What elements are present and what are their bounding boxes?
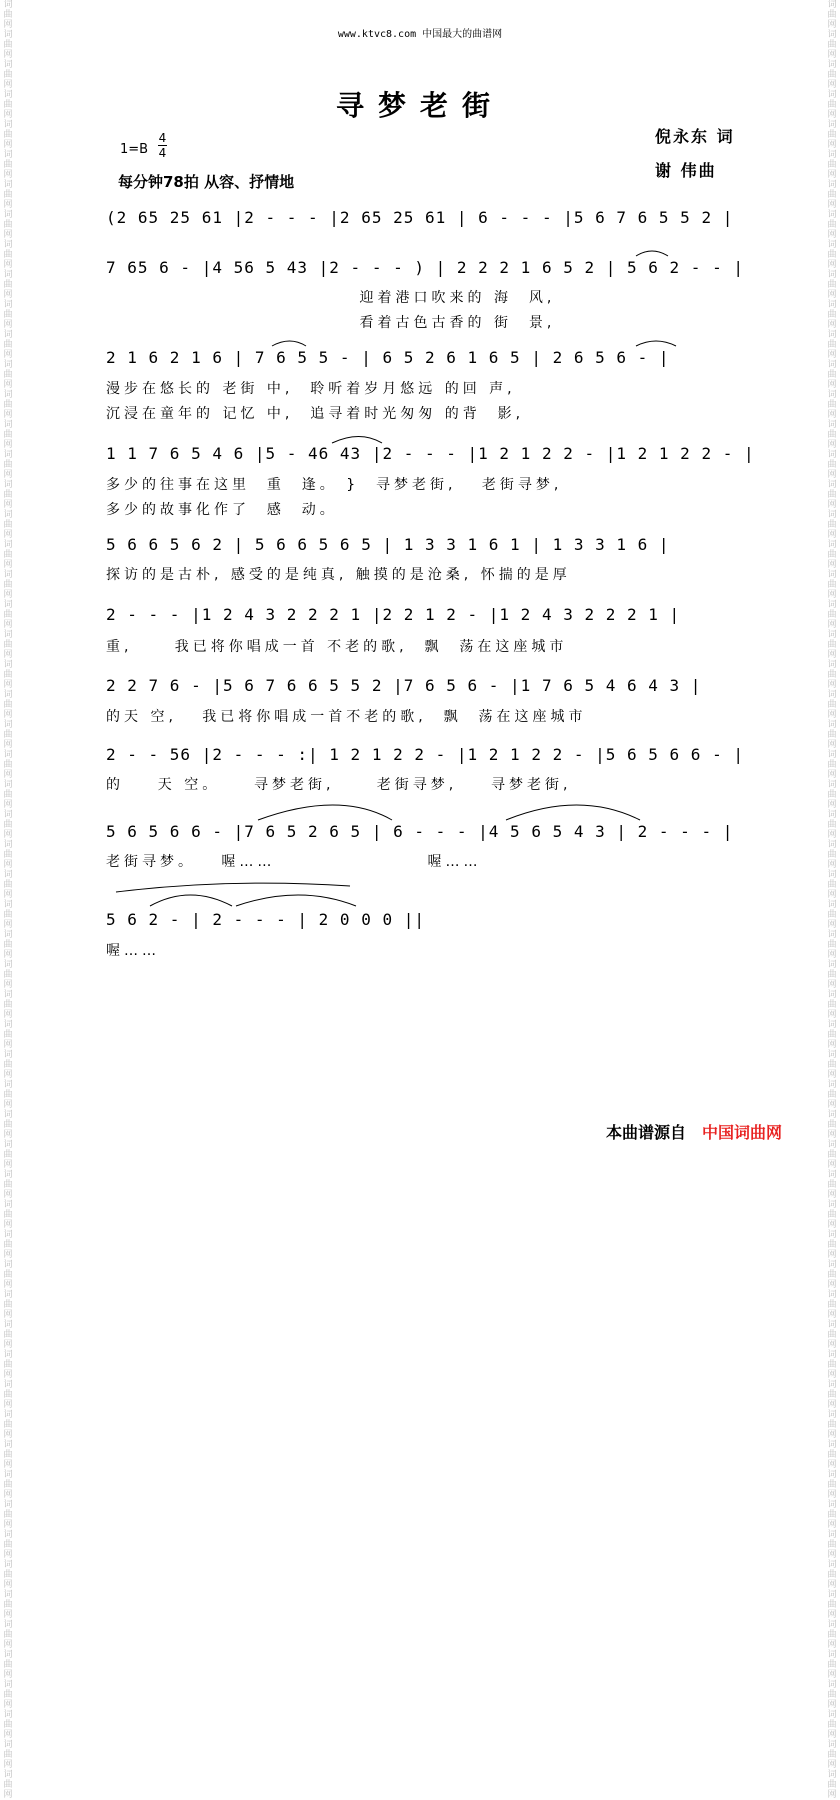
lyricist-credit: 倪永东 词 bbox=[655, 127, 735, 146]
notation-line-8: 2 - - 56 |2 - - - :| 1 2 1 2 2 - |1 2 1 2 2 - |5 6 5 6 6 - | bbox=[106, 745, 744, 764]
notation-line-4: 1 1 7 6 5 4 6 |5 - 46 43 |2 - - - |1 2 1 2 2 - |1 2 1 2 2 - | bbox=[106, 444, 755, 463]
notation-line-7: 2 2 7 6 - |5 6 7 6 6 5 5 2 |7 6 5 6 - |1 7 6 5 4 6 4 3 | bbox=[106, 676, 702, 695]
time-signature-top: 4 bbox=[158, 131, 167, 145]
notation-line-9: 5 6 5 6 6 - |7 6 5 2 6 5 | 6 - - - |4 5 6 5 4 3 | 2 - - - | bbox=[106, 822, 734, 841]
time-signature-bottom: 4 bbox=[158, 146, 167, 160]
song-title: 寻梦老街 bbox=[335, 89, 504, 122]
lyric-line-3a: 漫步在悠长的 老街 中, 聆听着岁月悠远 的回 声, bbox=[106, 381, 516, 397]
lyric-line-2b: 看着古色古香的 街 景, bbox=[106, 315, 556, 331]
lyric-line-4b: 多少的故事化作了 感 动。 bbox=[106, 502, 338, 518]
key-signature: 1=B bbox=[120, 142, 149, 157]
lyric-line-3b: 沉浸在童年的 记忆 中, 追寻着时光匆匆 的背 影, bbox=[106, 406, 525, 422]
notation-line-1: (2 65 25 61 |2 - - - |2 65 25 61 | 6 - - - |5 6 7 6 5 5 2 | bbox=[106, 208, 734, 227]
notation-line-2: 7 65 6 - |4 56 5 43 |2 - - - ) | 2 2 2 1 6 5 2 | 5 6 2 - - | bbox=[106, 258, 744, 277]
lyric-line-4a: 多少的往事在这里 重 逢。 } 寻梦老街, 老街寻梦, bbox=[106, 477, 563, 493]
lyric-line-10: 喔…… bbox=[106, 943, 160, 959]
source-footer-text: 本曲谱源自 bbox=[606, 1123, 687, 1142]
notation-line-5: 5 6 6 5 6 2 | 5 6 6 5 6 5 | 1 3 3 1 6 1 | 1 3 3 1 6 | bbox=[106, 535, 670, 554]
lyric-line-7: 的天 空, 我已将你唱成一首不老的歌, 飘 荡在这座城市 bbox=[106, 709, 587, 725]
notation-line-10: 5 6 2 - | 2 - - - | 2 0 0 0 || bbox=[106, 910, 425, 929]
lyric-line-2a: 迎着港口吹来的 海 风, bbox=[106, 290, 556, 306]
lyric-line-9: 老街寻梦。 喔…… 喔…… bbox=[106, 854, 482, 870]
watermark-left: 词曲网 词曲网 词曲网 词曲网 词曲网 词曲网 词曲网 词曲网 词曲网 词曲网 词曲网 词曲网 词曲网 词曲网 词曲网 词曲网 词曲网 词曲网 词曲网 词曲网 词曲网 词曲网 词曲网 词曲网 词曲网 词曲网 词曲网 词曲网 词曲网 词曲网 词曲网 词曲网 词曲网 词曲网 词曲网 词曲网 词曲网 词曲网 词曲网 词曲网 词曲网 词曲网 词曲网 词曲网 词曲网 词曲网 词曲网 词曲网 词曲网 词曲网 词曲网 词曲网 词曲网 词曲网 词曲网 词曲网 词曲网 词曲网 词曲网 词曲网 bbox=[3, 0, 13, 1800]
lyric-line-8: 的 天 空。 寻梦老街, 老街寻梦, 寻梦老街, bbox=[106, 777, 572, 793]
notation-line-3: 2 1 6 2 1 6 | 7 6 5 5 - | 6 5 2 6 1 6 5 | 2 6 5 6 - | bbox=[106, 348, 670, 367]
lyric-line-6: 重, 我已将你唱成一首 不老的歌, 飘 荡在这座城市 bbox=[106, 639, 568, 655]
tempo-marking: 每分钟78拍 从容、抒情地 bbox=[118, 173, 295, 191]
composer-credit: 谢 伟曲 bbox=[655, 161, 717, 180]
source-footer-brand: 中国词曲网 bbox=[702, 1123, 783, 1142]
lyric-line-5: 探访的是古朴, 感受的是纯真, 触摸的是沧桑, 怀揣的是厚 bbox=[106, 567, 571, 583]
watermark-right: 词曲网 词曲网 词曲网 词曲网 词曲网 词曲网 词曲网 词曲网 词曲网 词曲网 词曲网 词曲网 词曲网 词曲网 词曲网 词曲网 词曲网 词曲网 词曲网 词曲网 词曲网 词曲网 词曲网 词曲网 词曲网 词曲网 词曲网 词曲网 词曲网 词曲网 词曲网 词曲网 词曲网 词曲网 词曲网 词曲网 词曲网 词曲网 词曲网 词曲网 词曲网 词曲网 词曲网 词曲网 词曲网 词曲网 词曲网 词曲网 词曲网 词曲网 词曲网 词曲网 词曲网 词曲网 词曲网 词曲网 词曲网 词曲网 词曲网 词曲网 bbox=[827, 0, 837, 1800]
notation-line-6: 2 - - - |1 2 4 3 2 2 2 1 |2 2 1 2 - |1 2 4 3 2 2 2 1 | bbox=[106, 605, 681, 624]
site-header: www.ktvc8.com 中国最大的曲谱网 bbox=[337, 29, 503, 40]
source-footer bbox=[606, 1120, 782, 1143]
